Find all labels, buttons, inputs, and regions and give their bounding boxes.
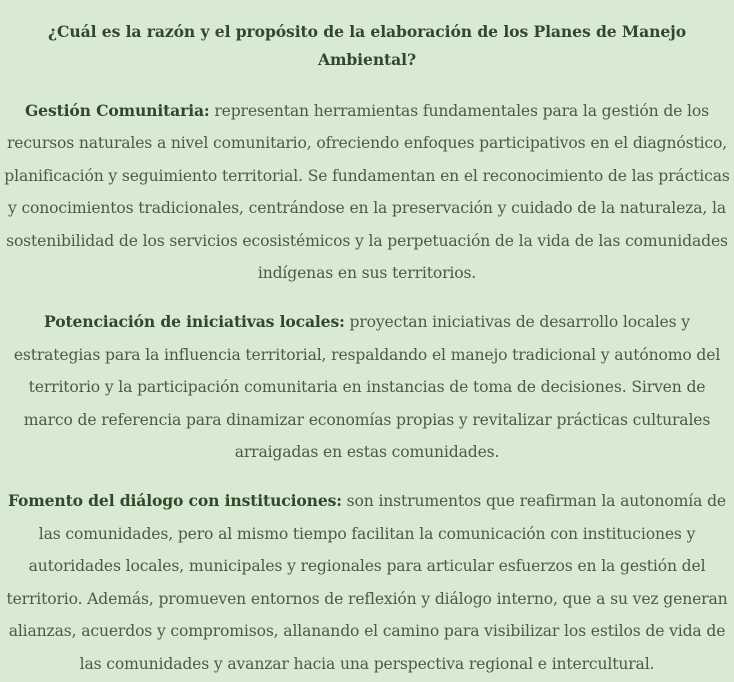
section-gestion-comunitaria <box>4 95 730 289</box>
section-heading: Fomento del diálogo con instituciones: <box>7 491 342 511</box>
page-title: ¿Cuál es la razón y el propósito de la elaboración de los Planes de Manejo Ambiental? <box>48 22 686 69</box>
section-body: proyectan iniciativas de desarrollo locales y estrategias para la influencia territorial, respaldando el manejo tradicional y autónomo del territorio y la participación comunitaria en instancias de toma de decisiones. Sirven de marco de referencia para dinamizar economías propias y revitalizar prácticas culturales arraigadas en estas comunidades. <box>13 313 721 462</box>
section-fomento-dialogo <box>4 485 730 679</box>
section-body: son instrumentos que reafirman la autonomía de las comunidades, pero al mismo tiempo facilitan la comunicación con instituciones y autoridades locales, municipales y regionales para articular esfuerzos en la gestión del territorio. Además, promueven entornos de reflexión y diálogo interno, que a su vez generan alianzas, acuerdos y compromisos, allanando el camino para visibilizar los estilos de vida de las comunidades y avanzar hacia una perspectiva regional e intercultural. <box>6 492 728 673</box>
section-body: representan herramientas fundamentales para la gestión de los recursos naturales a nivel comunitario, ofreciendo enfoques participativos en el diagnóstico, planificación y seguimiento territorial. Se fundamentan en el reconocimiento de las prácticas y conocimientos tradicionales, centrándose en la preservación y cuidado de la naturaleza, la sostenibilidad de los servicios ecosistémicos y la perpetuación de la vida de las comunidades indígenas en sus territorios. <box>4 102 730 283</box>
section-heading: Potenciación de iniciativas locales: <box>44 312 345 332</box>
section-heading: Gestión Comunitaria: <box>25 101 210 120</box>
section-potenciacion-iniciativas <box>4 306 730 468</box>
